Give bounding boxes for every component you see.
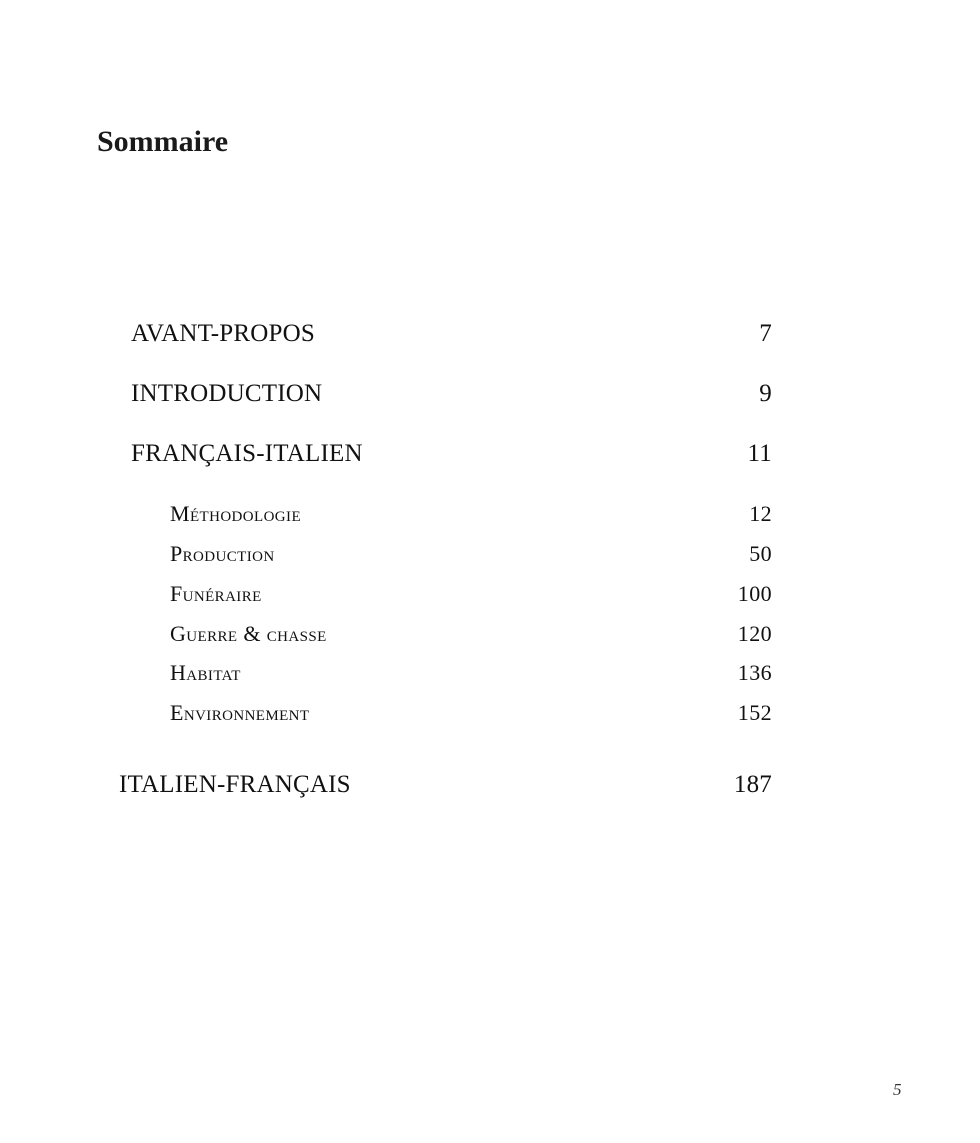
toc-label-guerre-chasse: Guerre & chasse (170, 621, 327, 646)
toc-label-italien-francais: ITALIEN-FRANÇAIS (119, 771, 351, 798)
toc-entry-guerre-chasse[interactable] (170, 620, 772, 648)
toc-entry-francais-italien[interactable] (131, 438, 772, 470)
toc-page-introduction: 9 (759, 380, 772, 407)
toc-label-production: Production (170, 541, 275, 566)
toc-entry-italien-francais[interactable] (119, 769, 772, 801)
toc-entry-avant-propos[interactable] (131, 318, 772, 350)
toc-label-funeraire: Funéraire (170, 581, 262, 606)
toc-entry-environnement[interactable] (170, 699, 772, 727)
toc-entry-funeraire[interactable] (170, 580, 772, 608)
toc-label-francais-italien: FRANÇAIS-ITALIEN (131, 440, 363, 467)
toc-label-methodologie: Méthodologie (170, 501, 302, 526)
toc-page-environnement: 152 (737, 700, 772, 725)
toc-page-habitat: 136 (737, 660, 772, 685)
toc-label-avant-propos: AVANT-PROPOS (131, 320, 315, 347)
toc-page-guerre-chasse: 120 (737, 621, 772, 646)
toc-label-introduction: INTRODUCTION (131, 380, 323, 407)
toc-page-avant-propos: 7 (759, 320, 772, 347)
toc-page-francais-italien: 11 (747, 440, 772, 467)
toc-label-habitat: Habitat (170, 660, 241, 685)
toc-entry-introduction[interactable] (131, 378, 772, 410)
toc-label-environnement: Environnement (170, 700, 310, 725)
toc-entry-methodologie[interactable] (170, 500, 772, 528)
toc-page-italien-francais: 187 (733, 771, 772, 798)
page-title: Sommaire (97, 125, 229, 159)
toc-page-funeraire: 100 (737, 581, 772, 606)
toc-entry-habitat[interactable] (170, 659, 772, 687)
page-number: 5 (893, 1080, 902, 1099)
toc-entry-production[interactable] (170, 540, 772, 568)
toc-page-methodologie: 12 (749, 501, 772, 526)
toc-page-production: 50 (749, 541, 772, 566)
